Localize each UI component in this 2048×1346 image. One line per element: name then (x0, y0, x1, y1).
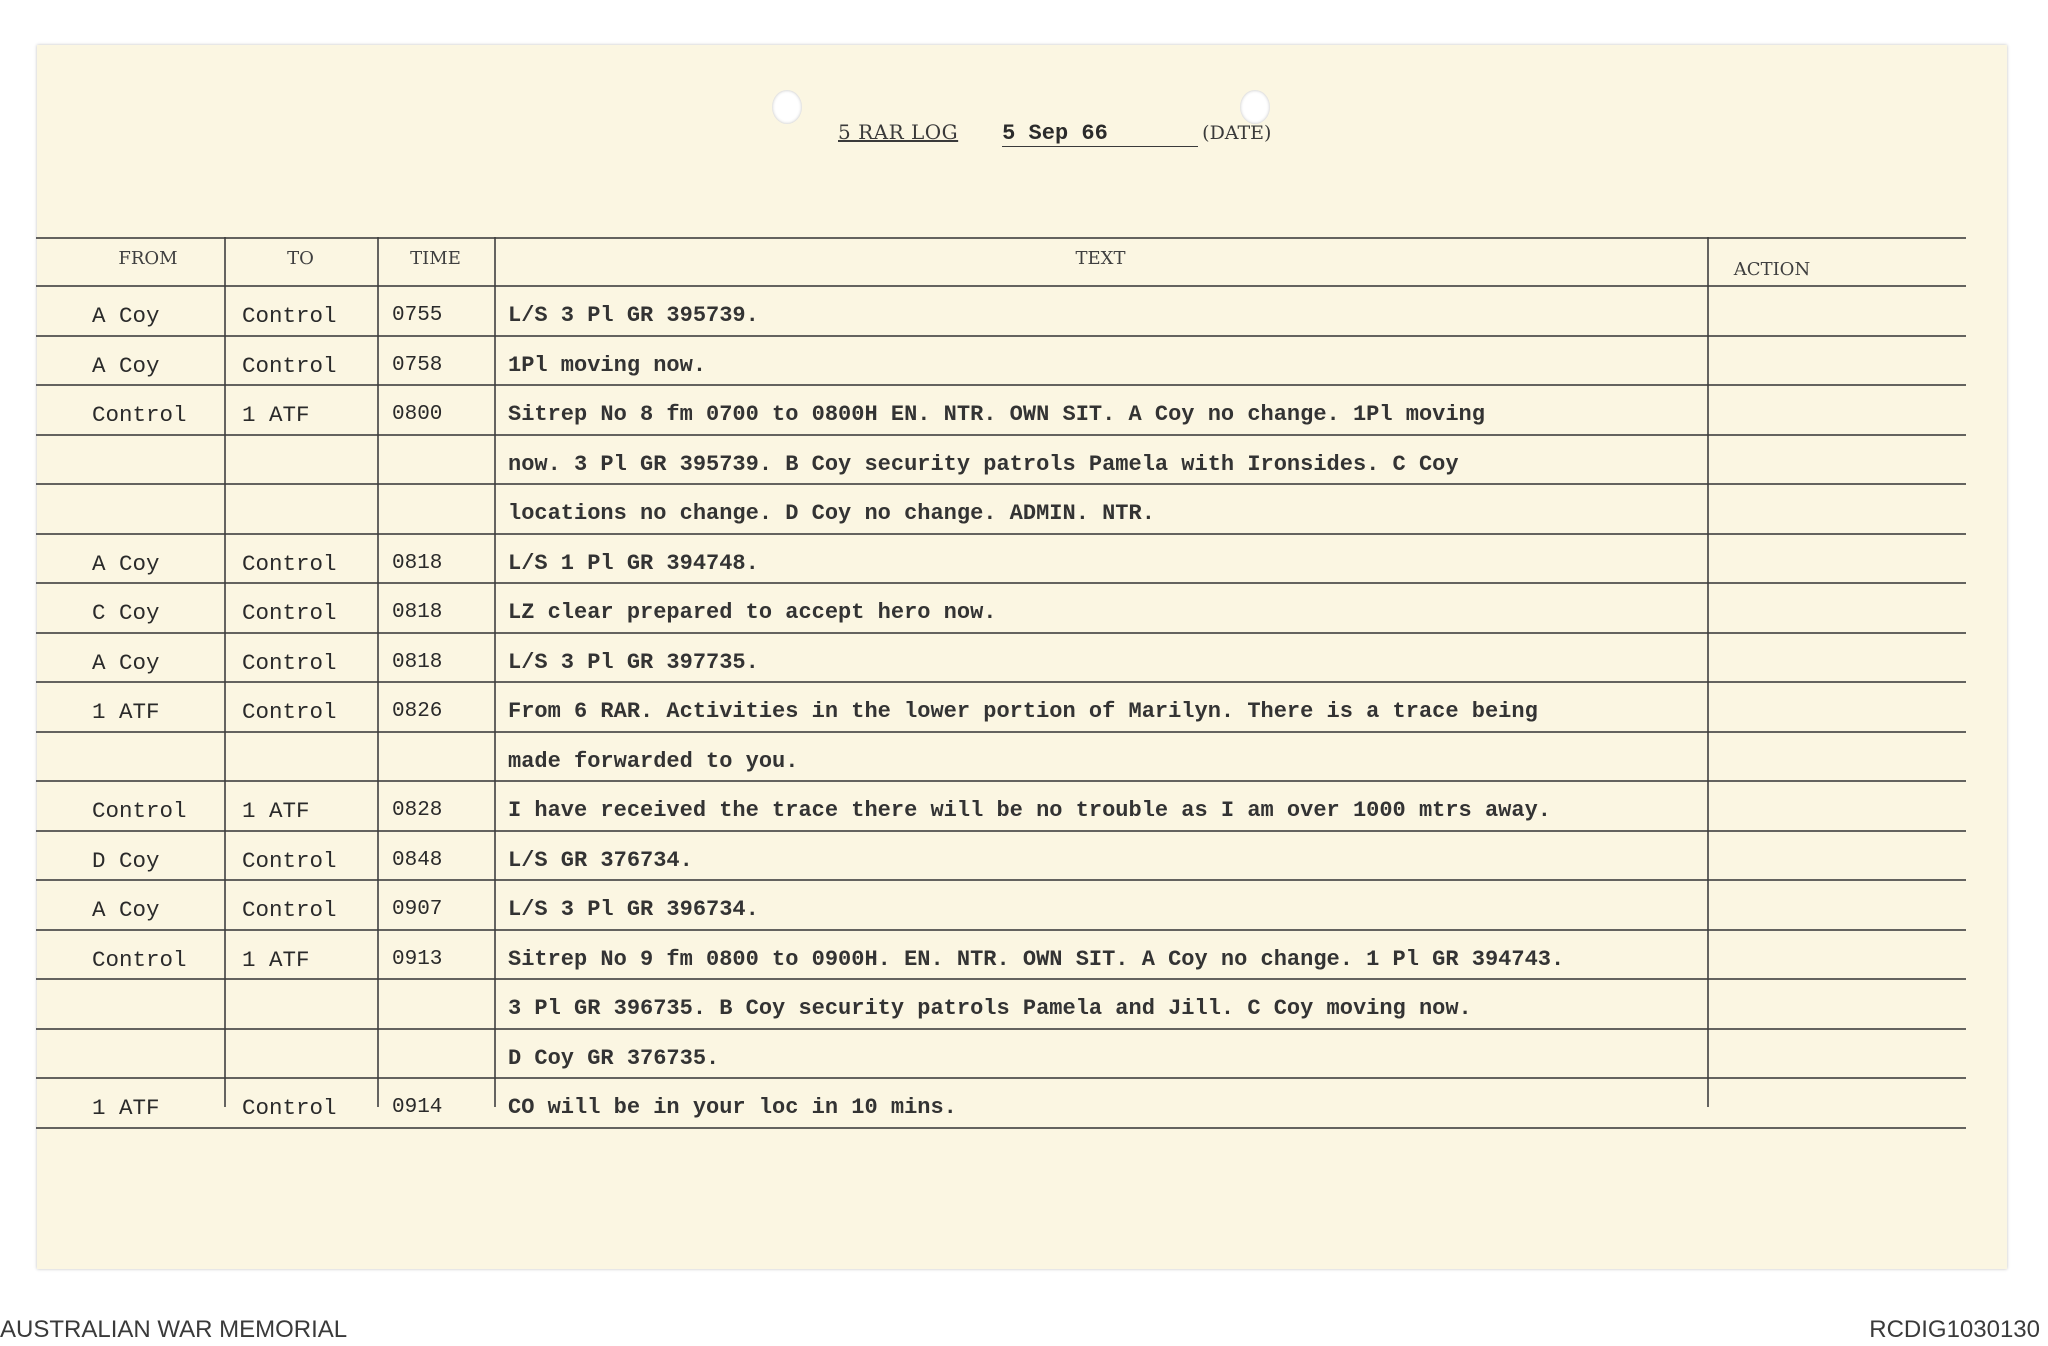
row-to: 1 ATF (242, 946, 310, 973)
header-to: TO (287, 248, 314, 269)
row-text: now. 3 Pl GR 395739. B Coy security patrols Pamela with Ironsides. C Coy (508, 451, 1459, 477)
row-from: A Coy (92, 352, 160, 379)
row-time: 0828 (392, 799, 443, 822)
row-time: 0914 (392, 1096, 443, 1119)
row-time: 0800 (392, 403, 443, 426)
row-to: Control (242, 600, 337, 626)
punch-hole-left (772, 90, 802, 124)
row-to: Control (242, 847, 337, 874)
row-text: L/S 3 Pl GR 395739. (508, 303, 759, 328)
row-rule (36, 582, 1966, 584)
header-time: TIME (410, 248, 461, 269)
row-time: 0755 (392, 304, 443, 327)
row-to: Control (242, 352, 337, 379)
log-title-row (838, 120, 1271, 154)
row-time: 0818 (392, 551, 443, 575)
header-from: FROM (118, 248, 178, 269)
log-date: 5 Sep 66 (1002, 121, 1198, 147)
header-text: TEXT (1075, 248, 1126, 269)
column-rule (377, 237, 379, 1107)
row-time: 0907 (392, 898, 443, 921)
row-rule (36, 335, 1966, 337)
row-rule (36, 533, 1966, 535)
row-to: Control (242, 303, 337, 329)
log-title: 5 RAR LOG (838, 120, 959, 144)
footer-right: RCDIG1030130 (1869, 1316, 2040, 1343)
row-rule (36, 1077, 1966, 1079)
row-to: Control (242, 699, 337, 725)
row-rule (36, 1028, 1966, 1030)
row-time: 0826 (392, 700, 443, 723)
row-text: L/S GR 376734. (508, 847, 693, 873)
row-time: 0848 (392, 848, 443, 872)
row-rule (36, 879, 1966, 881)
column-rule (1707, 237, 1709, 1107)
row-rule (36, 1127, 1966, 1129)
row-rule (36, 632, 1966, 634)
row-text: CO will be in your loc in 10 mins. (508, 1095, 957, 1120)
table-top-rule (36, 237, 1966, 239)
row-to: 1 ATF (242, 402, 310, 428)
header-bottom-rule (36, 285, 1966, 287)
row-from: 1 ATF (92, 1095, 160, 1121)
row-rule (36, 929, 1966, 931)
row-from: A Coy (92, 550, 160, 577)
row-text: I have received the trace there will be no trouble as I am over 1000 mtrs away. (508, 798, 1551, 823)
row-from: A Coy (92, 303, 160, 329)
row-from: Control (92, 798, 187, 824)
row-text: LZ clear prepared to accept hero now. (508, 600, 997, 625)
row-rule (36, 384, 1966, 386)
row-text: D Coy GR 376735. (508, 1045, 720, 1071)
row-from: C Coy (92, 600, 160, 626)
row-text: Sitrep No 8 fm 0700 to 0800H EN. NTR. OWN SIT. A Coy no change. 1Pl moving (508, 402, 1485, 427)
row-text: L/S 3 Pl GR 396734. (508, 897, 759, 922)
row-text: made forwarded to you. (508, 748, 799, 774)
row-to: Control (242, 897, 337, 923)
row-time: 0818 (392, 601, 443, 624)
row-text: locations no change. D Coy no change. ADMIN. NTR. (508, 501, 1155, 526)
row-from: Control (92, 402, 187, 428)
row-text: 1Pl moving now. (508, 352, 707, 378)
row-from: Control (92, 946, 187, 973)
row-time: 0818 (392, 650, 443, 674)
footer-left: AUSTRALIAN WAR MEMORIAL (0, 1316, 348, 1343)
row-from: A Coy (92, 649, 160, 676)
row-text: L/S 1 Pl GR 394748. (508, 550, 759, 576)
row-rule (36, 731, 1966, 733)
row-from: A Coy (92, 897, 160, 923)
row-to: Control (242, 550, 337, 577)
row-rule (36, 780, 1966, 782)
punch-hole-right (1240, 90, 1270, 124)
row-from: D Coy (92, 847, 160, 874)
date-label: (DATE) (1202, 122, 1272, 144)
row-rule (36, 830, 1966, 832)
row-rule (36, 483, 1966, 485)
header-action: ACTION (1733, 259, 1811, 280)
row-to: 1 ATF (242, 798, 310, 824)
row-time: 0913 (392, 947, 443, 971)
column-rule (494, 237, 496, 1107)
row-to: Control (242, 1095, 337, 1121)
row-text: L/S 3 Pl GR 397735. (508, 649, 759, 675)
row-text: From 6 RAR. Activities in the lower portion of Marilyn. There is a trace being (508, 699, 1538, 724)
row-text: 3 Pl GR 396735. B Coy security patrols Pamela and Jill. C Coy moving now. (508, 996, 1472, 1021)
row-rule (36, 434, 1966, 436)
row-from: 1 ATF (92, 699, 160, 725)
row-text: Sitrep No 9 fm 0800 to 0900H. EN. NTR. OWN SIT. A Coy no change. 1 Pl GR 394743. (508, 946, 1565, 972)
column-rule (224, 237, 226, 1107)
row-to: Control (242, 649, 337, 676)
row-time: 0758 (392, 353, 443, 377)
row-rule (36, 978, 1966, 980)
row-rule (36, 681, 1966, 683)
